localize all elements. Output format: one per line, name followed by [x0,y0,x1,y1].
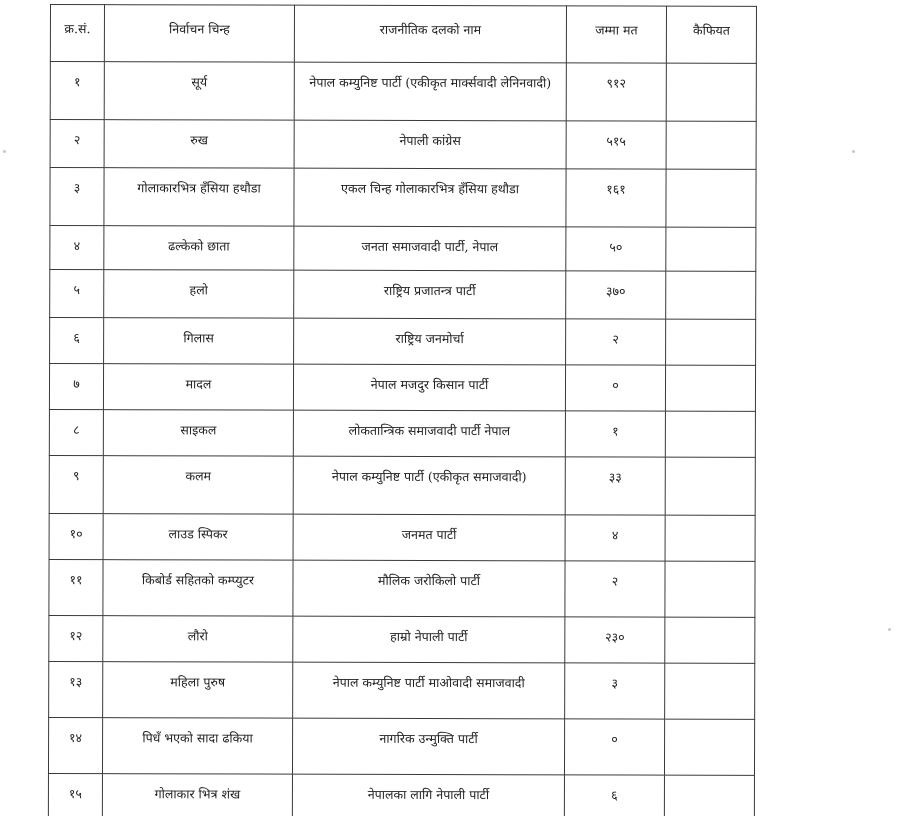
cell-total-votes: ० [565,365,665,411]
header-serial-number: क्र.सं. [50,5,104,62]
table-header-row [50,5,756,64]
cell-remarks [666,227,756,271]
cell-election-symbol: लाउड स्पिकर [103,514,293,560]
cell-election-symbol: सूर्य [104,62,294,120]
cell-party-name: नेपाल कम्युनिष्ट पार्टी (एकीकृत समाजवादी) [293,456,565,515]
cell-election-symbol: गोलाकारभित्र हँसिया हथौडा [104,168,294,226]
table-row [50,62,756,122]
cell-serial-number: १४ [48,717,102,773]
cell-total-votes: १ [565,411,665,457]
scan-speck [888,628,891,631]
cell-election-symbol: कलम [103,456,293,514]
cell-election-symbol: मादल [103,364,293,410]
cell-party-name: नेपाल कम्युनिष्ट पार्टी माओवादी समाजवादी [293,662,565,719]
cell-total-votes: ९१२ [566,63,666,121]
cell-total-votes: ३७० [566,271,666,319]
cell-remarks [666,169,756,227]
cell-election-symbol: ढल्केको छाता [104,226,294,270]
table-row [50,120,756,170]
table-row [49,559,755,617]
cell-party-name: नेपाल कम्युनिष्ट पार्टी (एकीकृत मार्क्सवादी लेनिनवादी) [294,62,566,121]
cell-serial-number: ११ [49,559,103,615]
cell-remarks [664,719,754,775]
cell-party-name: जनता समाजवादी पार्टी, नेपाल [294,226,566,271]
cell-serial-number: ९ [49,455,103,513]
cell-remarks [665,663,755,719]
cell-remarks [665,561,755,617]
cell-party-name: एकल चिन्ह गोलाकारभित्र हँसिया हथौडा [294,168,566,227]
cell-election-symbol: गोलाकार भित्र शंख [102,774,292,816]
cell-serial-number: २ [50,120,104,168]
cell-party-name: नेपालका लागि नेपाली पार्टी [292,774,564,816]
cell-election-symbol: लौरो [103,616,293,662]
header-remarks: कैफियत [666,6,756,63]
cell-election-symbol: किबोर्ड सहितको कम्प्युटर [103,560,293,616]
cell-serial-number: ४ [50,226,104,270]
header-party-name: राजनीतिक दलको नाम [294,5,566,63]
cell-election-symbol: हलो [104,270,294,318]
cell-election-symbol: पिधँ भएको सादा ढकिया [102,718,292,774]
cell-total-votes: २ [566,319,666,365]
cell-election-symbol: साइकल [103,410,293,456]
table-row [49,615,755,663]
cell-remarks [666,319,756,365]
cell-remarks [666,121,756,169]
cell-serial-number: १ [50,62,104,120]
cell-party-name: हाम्रो नेपाली पार्टी [293,616,565,663]
cell-party-name: राष्ट्रिय जनमोर्चा [294,318,566,365]
cell-total-votes: ३ [565,663,665,719]
header-election-symbol: निर्वाचन चिन्ह [104,5,294,62]
cell-total-votes: ३३ [565,457,665,515]
cell-serial-number: ६ [50,318,104,364]
scan-speck [852,150,855,153]
cell-party-name: नेपाल मजदुर किसान पार्टी [293,364,565,411]
cell-remarks [664,775,754,816]
cell-serial-number: १३ [49,661,103,717]
table-row [49,661,755,719]
election-results-table [48,4,757,816]
cell-election-symbol: गिलास [104,318,294,364]
header-total-votes: जम्मा मत [566,6,666,63]
cell-serial-number: ८ [49,409,103,455]
cell-remarks [665,365,755,411]
cell-serial-number: ३ [50,168,104,226]
table-row [49,409,755,457]
cell-serial-number: १० [49,513,103,559]
cell-party-name: नेपाली कांग्रेस [294,120,566,169]
cell-total-votes: ५० [566,227,666,271]
cell-election-symbol: रुख [104,120,294,168]
cell-total-votes: २ [565,561,665,617]
scan-speck [3,150,6,153]
cell-party-name: राष्ट्रिय प्रजातन्त्र पार्टी [294,270,566,319]
cell-party-name: लोकतान्त्रिक समाजवादी पार्टी नेपाल [293,410,565,457]
cell-party-name: नागरिक उन्मुक्ति पार्टी [292,718,564,775]
cell-remarks [666,63,756,121]
cell-remarks [665,457,755,515]
cell-remarks [665,515,755,561]
cell-total-votes: २३० [565,617,665,663]
cell-remarks [666,271,756,319]
table-row [49,364,755,412]
cell-party-name: मौलिक जरोकिलो पार्टी [293,560,565,617]
cell-total-votes: ० [564,719,664,775]
cell-party-name: जनमत पार्टी [293,514,565,561]
table-row [50,168,756,228]
cell-serial-number: ७ [49,364,103,410]
table-row [50,226,756,272]
cell-total-votes: ५१५ [566,121,666,169]
table-row [48,717,754,775]
table-row [50,270,756,320]
table-row [50,318,756,366]
cell-total-votes: ४ [565,515,665,561]
cell-total-votes: ६ [564,775,664,816]
cell-serial-number: १५ [48,773,102,816]
cell-remarks [665,617,755,663]
cell-total-votes: १६१ [566,169,666,227]
table-row [49,513,755,561]
cell-remarks [665,411,755,457]
table-row [48,773,754,816]
cell-election-symbol: महिला पुरुष [103,662,293,718]
cell-serial-number: १२ [49,615,103,661]
table-row [49,455,755,515]
cell-serial-number: ५ [50,270,104,318]
